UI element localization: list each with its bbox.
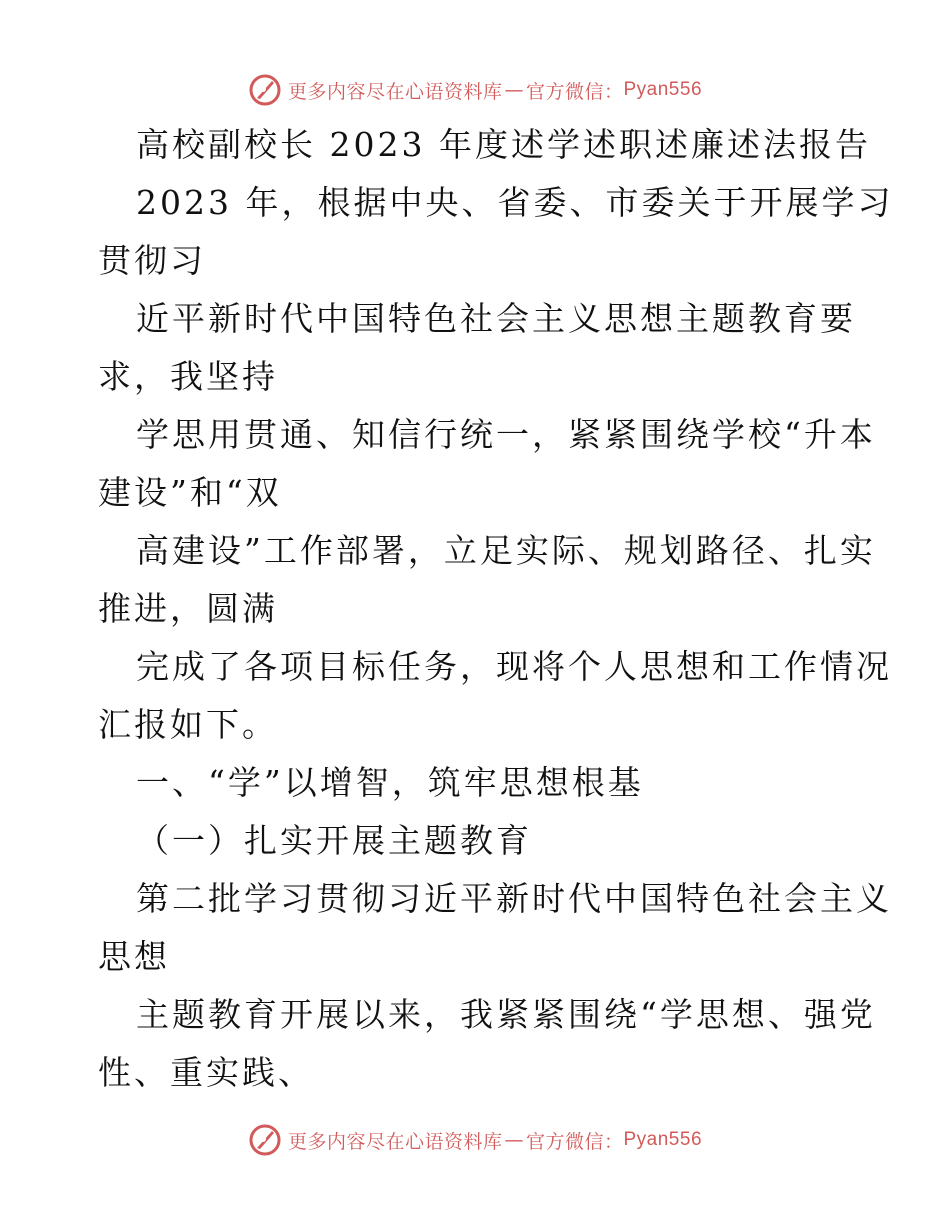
paragraph-line: 主题教育开展以来，我紧紧围绕“学思想、强党 — [136, 995, 876, 1034]
subsection-heading: （一）扎实开展主题教育 — [136, 821, 532, 860]
watermark-site-text: 更多内容尽在心语资料库 — [287, 80, 503, 103]
paragraph-line: 高建设”工作部署，立足实际、规划路径、扎实 — [136, 531, 876, 570]
paragraph-line: 建设”和“双 — [98, 473, 282, 512]
section-heading: 一、“学”以增智，筑牢思想根基 — [136, 763, 644, 802]
document-body — [98, 116, 894, 1102]
paragraph-line: 近平新时代中国特色社会主义思想主题教育要 — [136, 299, 856, 338]
watermark-wechat-id: Pyan556 — [623, 1129, 703, 1150]
document-title: 高校副校长 2023 年度述学述职述廉述法报告 — [136, 125, 871, 164]
paragraph-line: 思想 — [98, 937, 170, 976]
footer-watermark — [0, 1120, 950, 1160]
watermark-contact-text: 官方微信： — [525, 1130, 624, 1153]
quill-logo-icon — [248, 73, 282, 107]
paragraph-line: 求，我坚持 — [98, 357, 278, 396]
quill-logo-icon — [248, 1123, 282, 1157]
paragraph-line: 性、重实践、 — [98, 1053, 314, 1092]
paragraph-line: 第二批学习贯彻习近平新时代中国特色社会主义 — [136, 879, 892, 918]
paragraph-line: 汇报如下。 — [98, 705, 278, 744]
paragraph-line: 2023 年，根据中央、省委、市委关于开展学习 — [136, 183, 894, 222]
watermark-separator: — — [504, 1129, 524, 1151]
watermark-contact-text: 官方微信： — [525, 80, 624, 103]
header-watermark — [0, 70, 950, 110]
watermark-separator: — — [504, 79, 524, 101]
paragraph-line: 完成了各项目标任务，现将个人思想和工作情况 — [136, 647, 892, 686]
paragraph-line: 贯彻习 — [98, 241, 206, 280]
paragraph-line: 学思用贯通、知信行统一，紧紧围绕学校“升本 — [136, 415, 876, 454]
paragraph-line: 推进，圆满 — [98, 589, 278, 628]
watermark-wechat-id: Pyan556 — [623, 79, 703, 100]
watermark-site-text: 更多内容尽在心语资料库 — [287, 1130, 503, 1153]
